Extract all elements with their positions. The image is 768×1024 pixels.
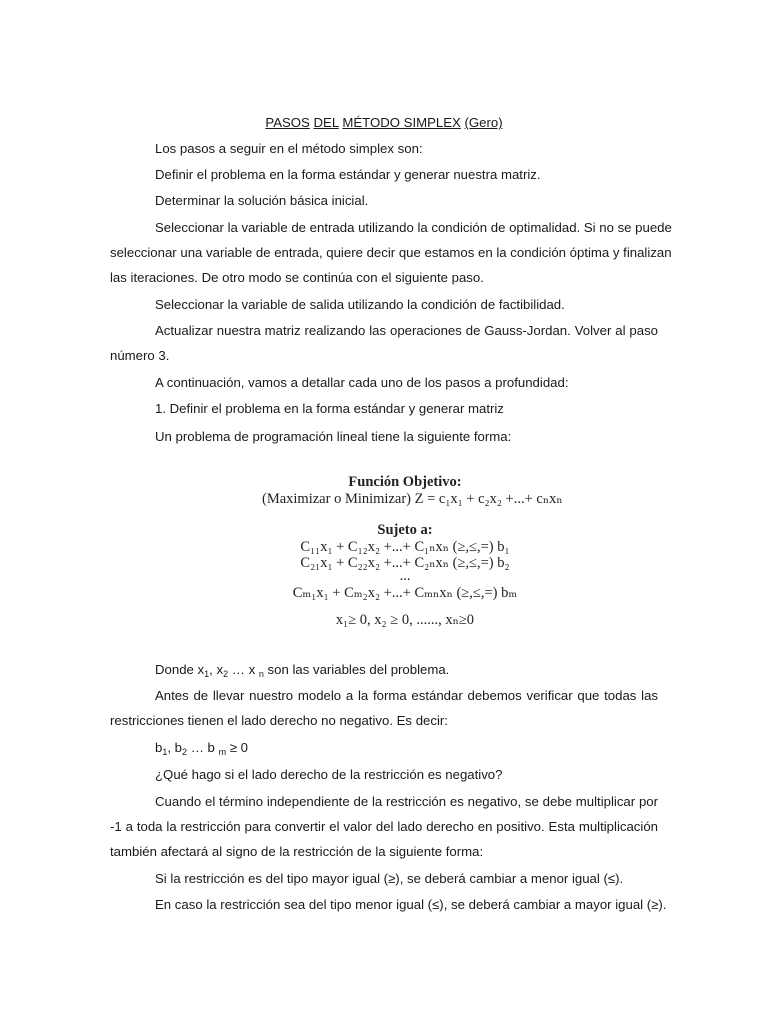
text-fragment: b: [155, 740, 163, 755]
formula-nonnegativity: x₁≥ 0, x₂ ≥ 0, ......, xₙ≥0: [335, 612, 475, 628]
subscript: 1: [204, 669, 210, 679]
formula-subject-to-heading: Sujeto a:: [377, 522, 433, 538]
paragraph-standard-form-line-2: restricciones tienen el lado derecho no negativo. Es decir:: [110, 713, 448, 728]
paragraph-detail-intro: A continuación, vamos a detallar cada uno de los pasos a profundidad:: [155, 375, 569, 390]
formula-objective: (Maximizar o Minimizar) Z = c₁x₁ + c₂x₂ +...+ cₙxₙ: [262, 491, 563, 507]
paragraph-question: ¿Qué hago si el lado derecho de la restricción es negativo?: [155, 767, 503, 782]
paragraph-rule-leq: En caso la restricción sea del tipo menor igual (≤), se deberá cambiar a mayor igual (≥).: [155, 897, 667, 912]
text-fragment: son las variables del problema.: [263, 662, 450, 677]
paragraph-negative-line-2: -1 a toda la restricción para convertir el valor del lado derecho en positivo. Esta multiplicación: [110, 819, 658, 834]
formula-objective-heading: Función Objetivo:: [348, 474, 462, 490]
paragraph-lp-form: Un problema de programación lineal tiene la siguiente forma:: [155, 429, 512, 444]
paragraph-negative-line-1: Cuando el término independiente de la restricción es negativo, se debe multiplicar por: [155, 794, 658, 809]
title-word-del: DEL: [313, 115, 339, 130]
lp-formula-image: [262, 466, 563, 634]
paragraph-step-3-line-3: las iteraciones. De otro modo se continúa con el siguiente paso.: [110, 270, 484, 285]
paragraph-step-5-line-1: Actualizar nuestra matriz realizando las operaciones de Gauss-Jordan. Volver al paso: [155, 323, 658, 338]
subscript: 2: [223, 669, 229, 679]
text-fragment: ≥ 0: [226, 740, 248, 755]
formula-constraint-m: Cₘ₁x₁ + Cₘ₂x₂ +...+ Cₘₙxₙ (≥,≤,=) bₘ: [292, 585, 518, 601]
title-word-gero: (Gero): [464, 115, 503, 130]
paragraph-step-3-line-1: Seleccionar la variable de entrada utilizando la condición de optimalidad. Si no se puede: [155, 220, 672, 235]
document-title: [0, 114, 768, 132]
paragraph-rule-geq: Si la restricción es del tipo mayor igual (≥), se deberá cambiar a menor igual (≤).: [155, 871, 624, 886]
paragraph-b-nonnegative: [155, 739, 248, 757]
paragraph-standard-form-line-1: Antes de llevar nuestro modelo a la forma estándar debemos verificar que todas las: [155, 688, 658, 703]
subscript: 2: [182, 747, 188, 757]
subscript: n: [258, 669, 264, 679]
paragraph-step-5-line-2: número 3.: [110, 348, 170, 363]
paragraph-section-1-heading: 1. Definir el problema en la forma estándar y generar matriz: [155, 401, 504, 416]
text-fragment: … b: [187, 740, 219, 755]
paragraph-variables: [155, 661, 449, 679]
paragraph-step-4: Seleccionar la variable de salida utilizando la condición de factibilidad.: [155, 297, 565, 312]
text-fragment: , b: [167, 740, 183, 755]
formula-constraint-2: C₂₁x₁ + C₂₂x₂ +...+ C₂ₙxₙ (≥,≤,=) b₂: [300, 555, 510, 571]
paragraph-intro: Los pasos a seguir en el método simplex son:: [155, 141, 423, 156]
paragraph-step-2: Determinar la solución básica inicial.: [155, 193, 369, 208]
text-fragment: , x: [209, 662, 224, 677]
subscript: 1: [162, 747, 168, 757]
paragraph-step-3-line-2: seleccionar una variable de entrada, quiere decir que estamos en la condición óptima y finalizan: [110, 245, 672, 260]
title-word-pasos: PASOS: [265, 115, 310, 130]
text-fragment: … x: [228, 662, 259, 677]
paragraph-negative-line-3: también afectará al signo de la restricción de la siguiente forma:: [110, 844, 484, 859]
formula-constraint-1: C₁₁x₁ + C₁₂x₂ +...+ C₁ₙxₙ (≥,≤,=) b₁: [300, 539, 510, 555]
text-fragment: Donde x: [155, 662, 205, 677]
title-word-metodo-simplex: MÉTODO SIMPLEX: [342, 115, 461, 130]
formula-ellipsis: ...: [399, 568, 411, 584]
subscript: m: [218, 747, 227, 757]
paragraph-step-1: Definir el problema en la forma estándar y generar nuestra matriz.: [155, 167, 541, 182]
